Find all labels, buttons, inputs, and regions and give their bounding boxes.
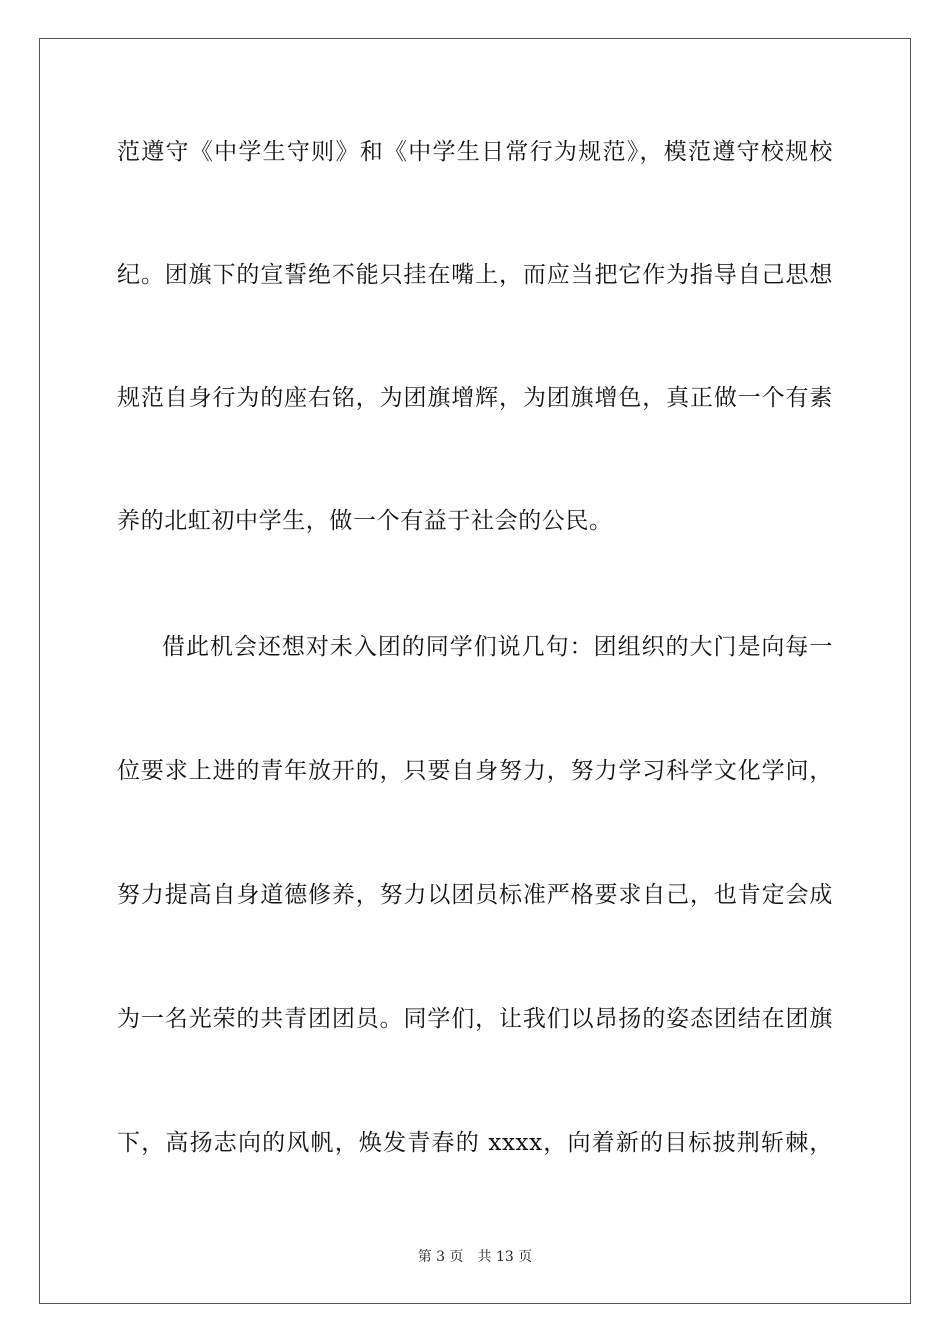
text-line-4: 养的北虹初中学生，做一个有益于社会的公民。	[117, 508, 613, 534]
page-total: 共 13 页	[477, 1249, 533, 1265]
text-line-9: 下，高扬志向的风帆，焕发青春的 xxxx，向着新的目标披荆斩棘，	[117, 1130, 833, 1156]
text-line-6: 位要求上进的青年放开的，只要自身努力，努力学习科学文化学问，	[117, 758, 833, 784]
page-footer	[0, 1248, 950, 1266]
text-line-5: 借此机会还想对未入团的同学们说几句：团组织的大门是向每一	[162, 634, 833, 660]
text-line-1: 范遵守《中学生守则》和《中学生日常行为规范》，模范遵守校规校	[117, 139, 833, 165]
text-line-2: 纪。团旗下的宣誓绝不能只挂在嘴上，而应当把它作为指导自己思想	[117, 262, 833, 288]
text-line-7: 努力提高自身道德修养，努力以团员标准严格要求自己，也肯定会成	[117, 882, 833, 908]
page-frame	[39, 38, 911, 1304]
page-number: 第 3 页	[417, 1249, 464, 1265]
text-line-8: 为一名光荣的共青团团员。同学们，让我们以昂扬的姿态团结在团旗	[117, 1006, 833, 1032]
text-line-3: 规范自身行为的座右铭，为团旗增辉，为团旗增色，真正做一个有素	[117, 385, 833, 411]
